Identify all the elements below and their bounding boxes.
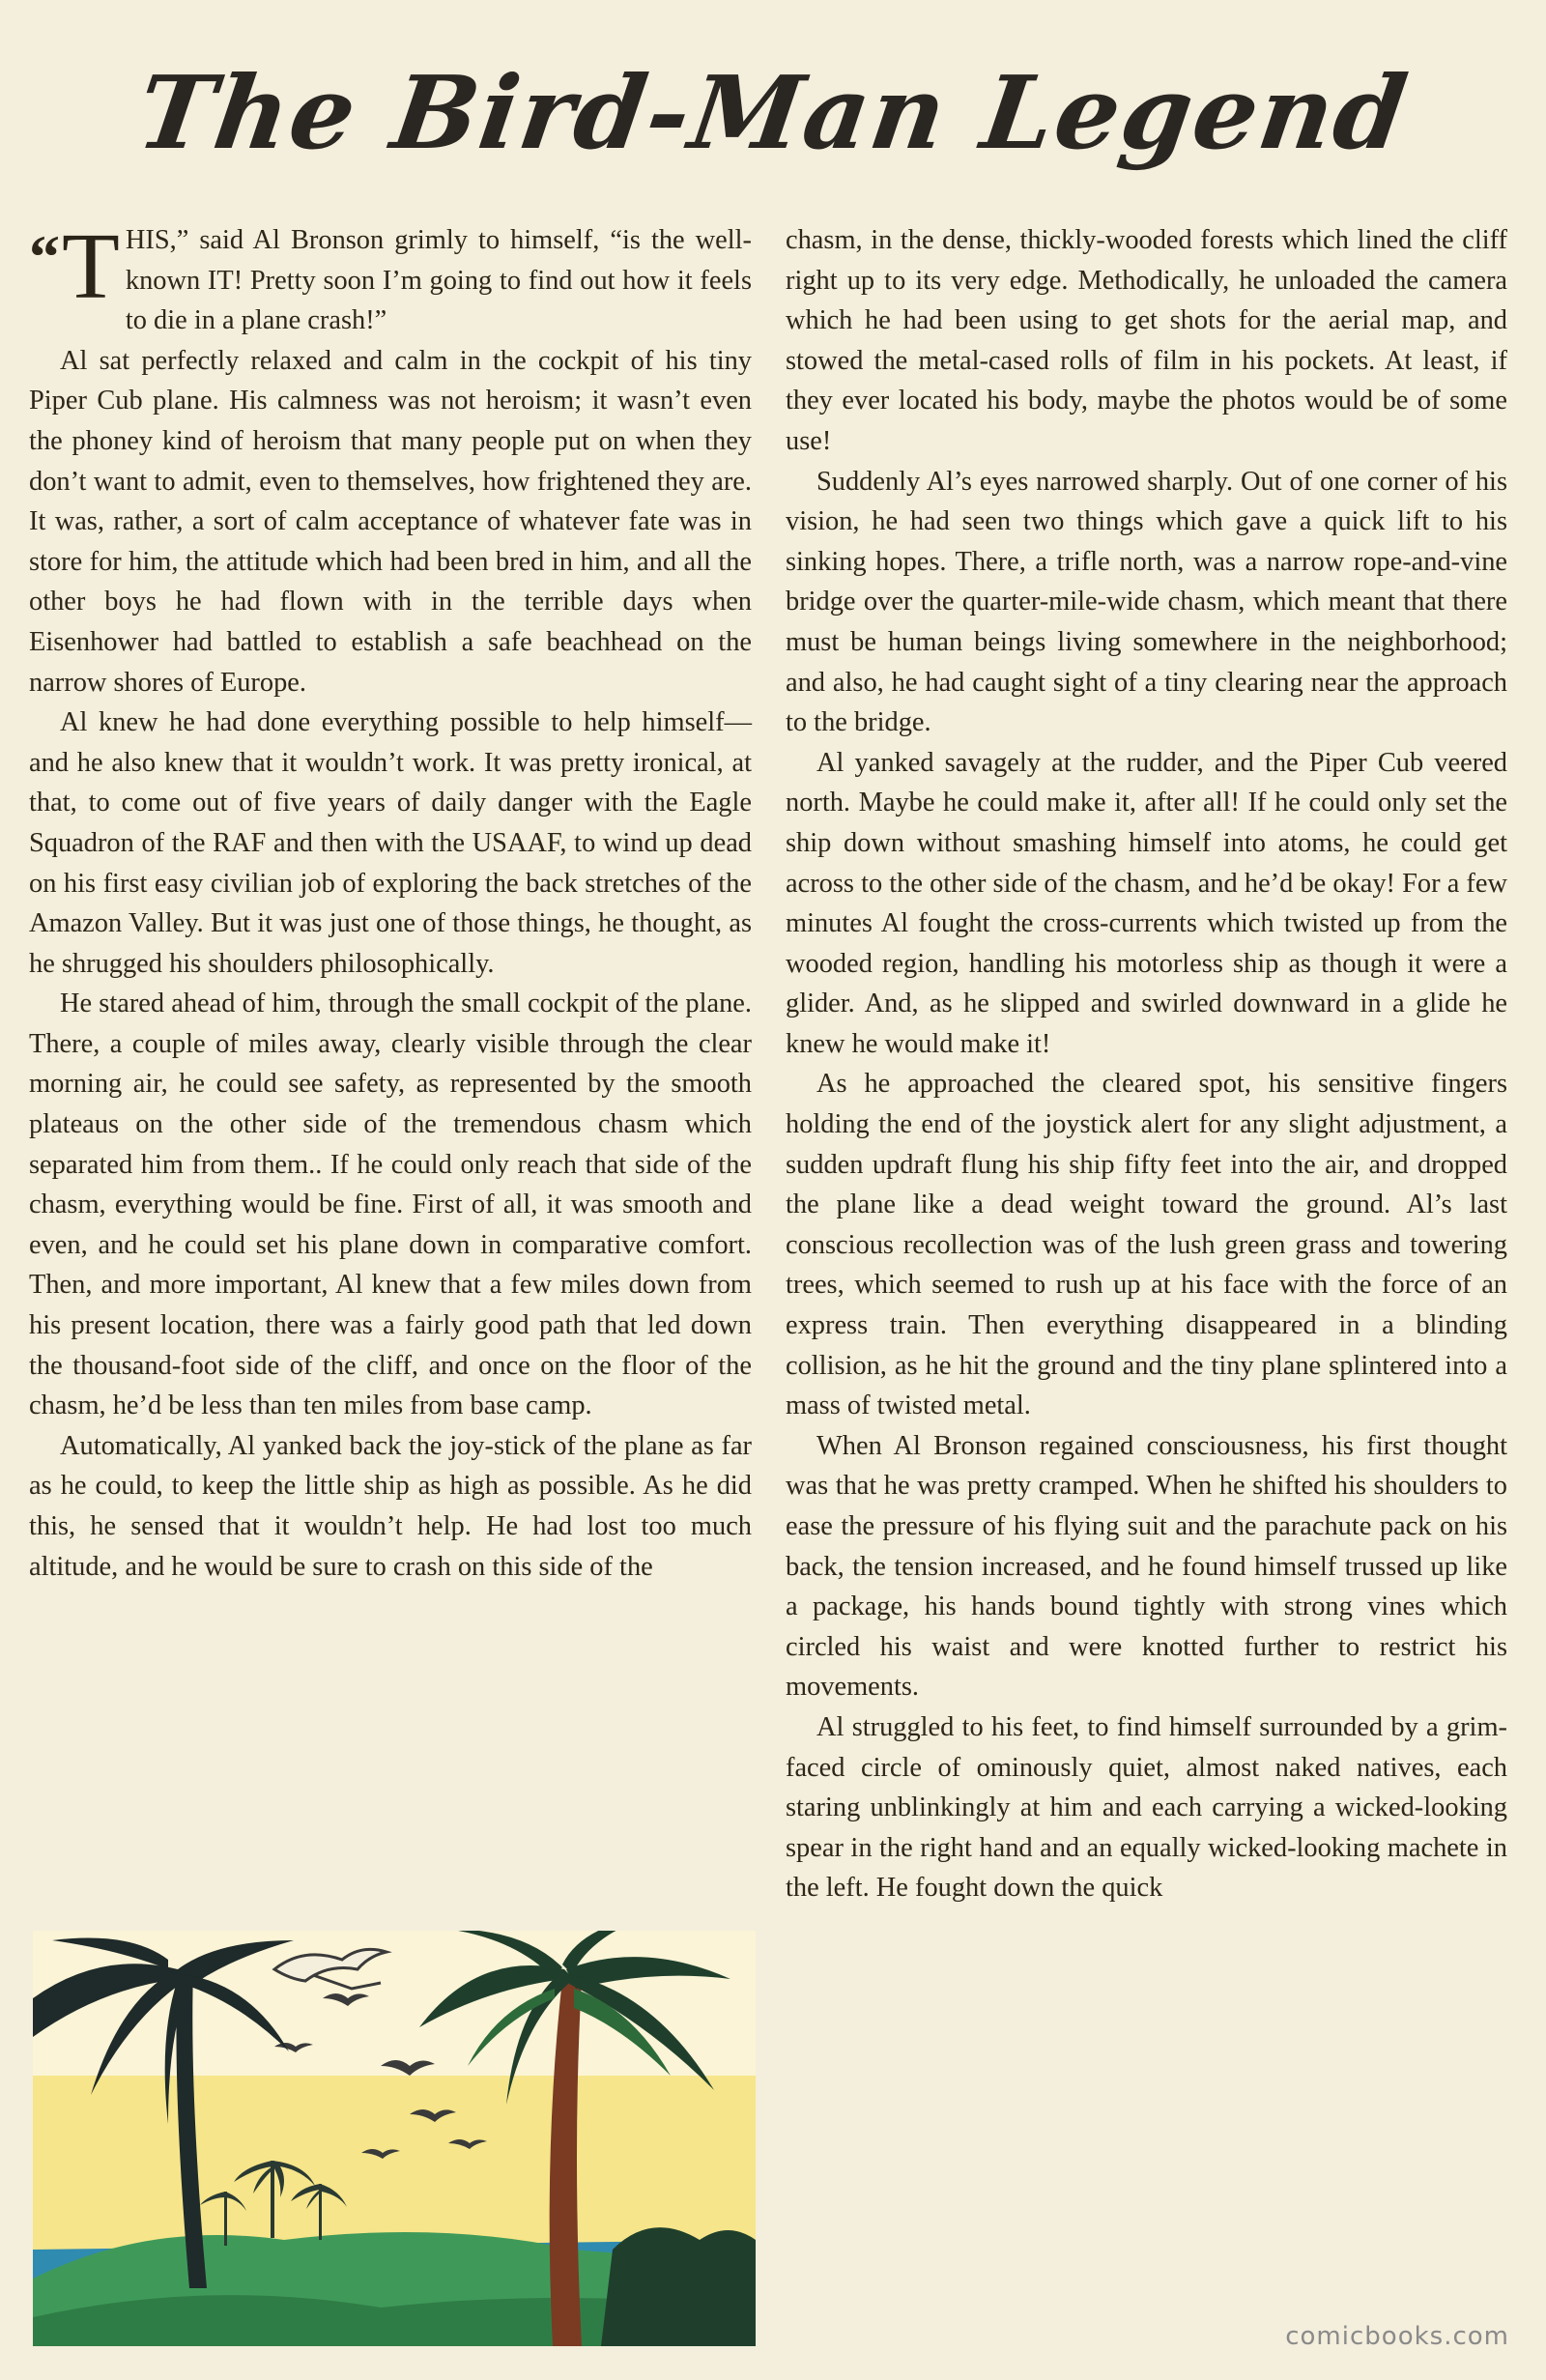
paragraph: Automatically, Al yanked back the joy-stick of the plane as far as he could, to keep the little ship as high as possible. As he did this, he sensed that it wouldn’t help. He had lost too much altitude, and he would be sure to crash on this side of the: [29, 1430, 752, 1582]
paragraph-text: HIS,” said Al Bronson grimly to himself, “is the well-known IT! Pretty soon I’m going to find out how it feels to die in a plane crash!”: [125, 225, 752, 336]
paragraph: When Al Bronson regained consciousness, his first thought was that he was pretty cramped. When he shifted his shoulders to ease the pressure of his flying suit and the parachute pack on his back, the tension increased, and he found himself trussed up like a package, his hands bound tightly with strong vines which circled his waist and were knotted further to restrict his movements.: [786, 1430, 1507, 1703]
right-column: [786, 220, 1507, 1908]
paragraph: Al yanked savagely at the rudder, and the Piper Cub veered north. Maybe he could make it, after all! If he could only set the ship down without smashing himself into atoms, he could get across to the other side of the chasm, and he’d be okay! For a few minutes Al fought the cross-currents which twisted up from the wooded region, handling his motorless ship as though it were a glider. And, as he slipped and swirled downward in a glide he knew he would make it!: [786, 747, 1507, 1059]
site-watermark: comicbooks.com: [1285, 2322, 1509, 2351]
paragraph: Al sat perfectly relaxed and calm in the cockpit of his tiny Piper Cub plane. His calmness was not heroism; it wasn’t even the phoney kind of heroism that many people put on when they don’t want to admit, even to themselves, how frightened they are. It was, rather, a sort of calm acceptance of whatever fate was in store for him, the attitude which had been bred in him, and all the other boys he had flown with in the terrible days when Eisenhower had battled to establish a safe beachhead on the narrow shores of Europe.: [29, 345, 752, 698]
paragraph: Suddenly Al’s eyes narrowed sharply. Out of one corner of his vision, he had seen two things which gave a quick lift to his sinking hopes. There, a trifle north, was a narrow rope-and-vine bridge over the quarter-mile-wide chasm, which meant that there must be human beings living somewhere in the neighborhood; and also, he had caught sight of a tiny clearing near the approach to the bridge.: [786, 466, 1507, 738]
jungle-illustration: [33, 1931, 756, 2346]
paragraph: [29, 215, 752, 341]
paragraph: Al knew he had done everything possible to help himself—and he also knew that it wouldn’t work. It was pretty ironical, at that, to come out of five years of daily danger with the Eagle Squadron of the RAF and then with the USAAF, to wind up dead on his first easy civilian job of exploring the back stretches of the Amazon Valley. But it was just one of those things, he thought, as he shrugged his shoulders philosophically.: [29, 707, 752, 979]
left-column: [29, 215, 752, 1587]
opening-quote-mark: “: [29, 222, 60, 291]
drop-cap: T: [62, 215, 120, 319]
paragraph: chasm, in the dense, thickly-wooded forests which lined the cliff right up to its very edge. Methodically, he unloaded the camera which he had been using to get shots for the aerial map, and stowed the metal-cased rolls of film in his pockets. At least, if they ever located his body, maybe the photos would be of some use!: [786, 225, 1507, 456]
undergrowth: [601, 2227, 756, 2346]
paragraph: Al struggled to his feet, to find himself surrounded by a grim-faced circle of ominously quiet, almost naked natives, each staring unblinkingly at him and each carrying a wicked-looking spear in the right hand and an equally wicked-looking machete in the left. He fought down the quick: [786, 1711, 1507, 1904]
paragraph: As he approached the cleared spot, his sensitive fingers holding the end of the joystick alert for any slight adjustment, a sudden updraft flung his ship fifty feet into the air, and dropped the plane like a dead weight toward the ground. Al’s last conscious recollection was of the lush green grass and towering trees, which seemed to rush up at his face with the force of an express train. Then everything disappeared in a blinding collision, as he hit the ground and the tiny plane splintered into a mass of twisted metal.: [786, 1069, 1507, 1421]
paragraph: He stared ahead of him, through the small cockpit of the plane. There, a couple of miles away, clearly visible through the clear morning air, he could see safety, as represented by the smooth plateaus on the other side of the tremendous chasm which separated him from them.. If he could only reach that side of the chasm, everything would be fine. First of all, it was smooth and even, and he could set his plane down in comparative comfort. Then, and more important, Al knew that a few miles down from his present location, there was a fairly good path that led down the thousand-foot side of the cliff, and once on the floor of the chasm, he’d be less than ten miles from base camp.: [29, 989, 752, 1421]
jungle-scene-image: [33, 1931, 756, 2346]
story-title: The Bird-Man Legend: [130, 53, 1416, 172]
